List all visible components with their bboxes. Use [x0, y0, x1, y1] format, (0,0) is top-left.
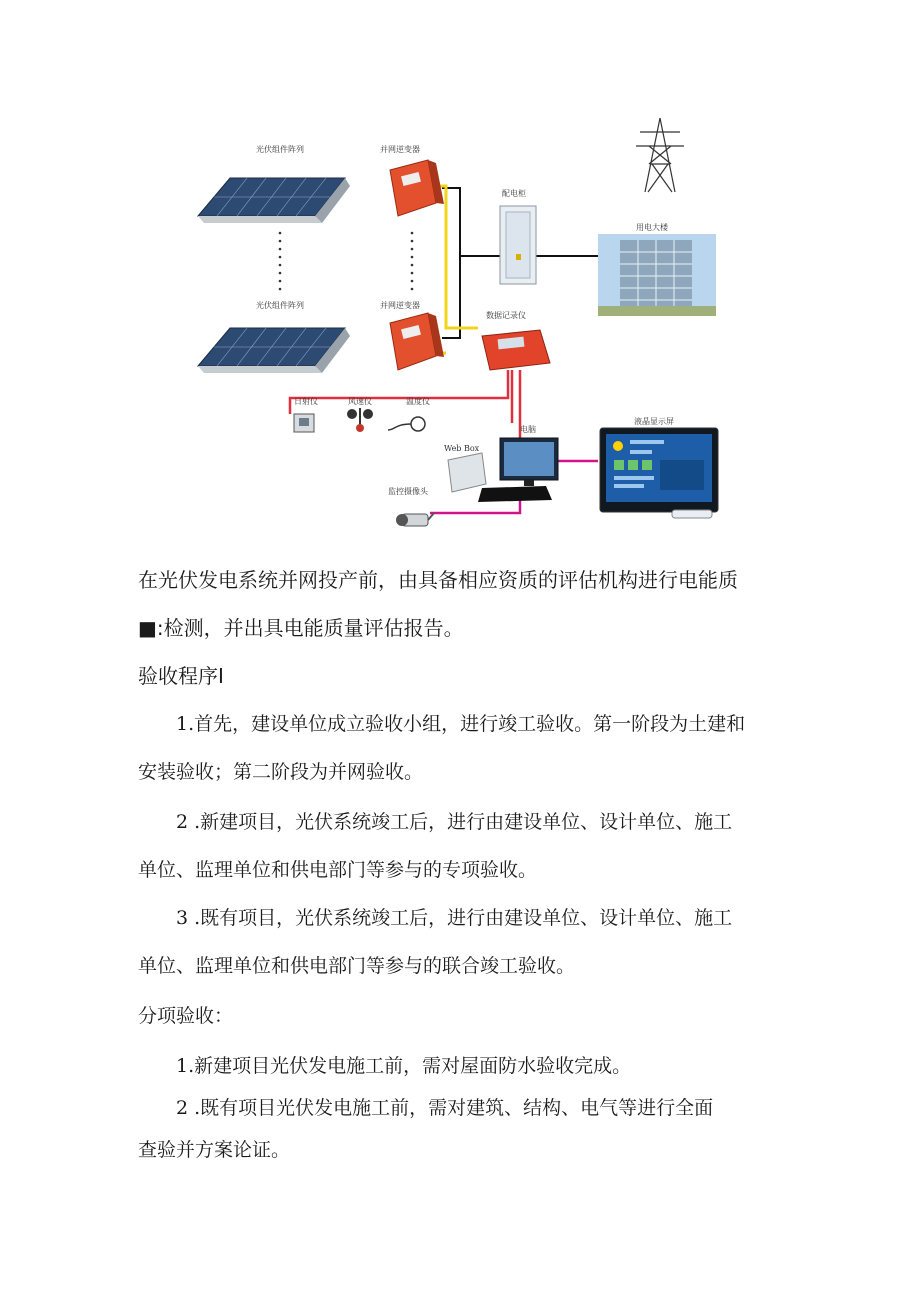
procedure-1-line-1: 1.首先，建设单位成立验收小组，进行竣工验收。第一阶段为土建和	[176, 713, 746, 735]
label-lcd-display: 液晶显示屏	[634, 417, 674, 426]
data-logger	[482, 330, 550, 370]
sub-acceptance-2-line-2: 查验并方案论证。	[138, 1139, 291, 1161]
procedure-1-line-2: 安装验收；第二阶段为并网验收。	[138, 761, 424, 783]
heading-procedure: 验收程序I	[138, 664, 224, 688]
pv-array-2	[198, 328, 350, 373]
sub-acceptance-2-line-1: 2 .既有项目光伏发电施工前，需对建筑、结构、电气等进行全面	[176, 1097, 714, 1119]
procedure-2-line-1: 2 .新建项目，光伏系统竣工后，进行由建设单位、设计单位、施工	[176, 811, 733, 833]
label-web-box: Web Box	[444, 444, 480, 453]
pv-array-1	[198, 178, 350, 223]
anemometer-icon	[347, 408, 373, 432]
power-cabinet	[500, 206, 536, 284]
heading-sub-acceptance: 分项验收：	[138, 1005, 234, 1027]
label-irradiance-meter: 日射仪	[294, 397, 318, 406]
label-power-cabinet: 配电柜	[502, 189, 526, 198]
procedure-2-line-2: 单位、监理单位和供电部门等参与的专项验收。	[138, 859, 538, 881]
inverter-2	[390, 313, 444, 370]
intro-line-2: ■:检测，并出具电能质量评估报告。	[138, 616, 464, 640]
office-building	[598, 234, 716, 316]
web-box	[448, 453, 486, 492]
irradiance-meter-icon	[294, 414, 314, 432]
label-pv-array-1: 光伏组件阵列	[256, 145, 304, 154]
procedure-3-line-2: 单位、监理单位和供电部门等参与的联合竣工验收。	[138, 955, 576, 977]
label-inverter-2: 并网逆变器	[380, 301, 420, 310]
label-office-building: 用电大楼	[636, 223, 668, 232]
lcd-display	[600, 428, 718, 518]
camera-icon	[396, 513, 434, 526]
label-camera: 监控摄像头	[388, 487, 428, 496]
label-anemometer: 风速仪	[348, 397, 372, 406]
procedure-3-line-1: 3 .既有项目，光伏系统竣工后，进行由建设单位、设计单位、施工	[176, 907, 733, 929]
ellipsis-dots	[279, 232, 414, 291]
label-inverter-1: 并网逆变器	[380, 145, 420, 154]
pv-system-diagram	[190, 108, 730, 540]
transmission-tower-icon	[636, 118, 684, 192]
computer	[478, 438, 558, 502]
label-computer: 电脑	[520, 425, 536, 434]
label-pv-array-2: 光伏组件阵列	[256, 301, 304, 310]
label-data-logger: 数据记录仪	[486, 311, 526, 320]
sub-acceptance-1: 1.新建项目光伏发电施工前，需对屋面防水验收完成。	[176, 1055, 632, 1077]
intro-line-1: 在光伏发电系统并网投产前，由具备相应资质的评估机构进行电能质	[138, 568, 738, 592]
sensor-wiring	[290, 370, 520, 438]
inverter-1	[390, 160, 444, 216]
label-thermometer: 温度仪	[406, 397, 430, 406]
thermometer-icon	[388, 417, 425, 431]
